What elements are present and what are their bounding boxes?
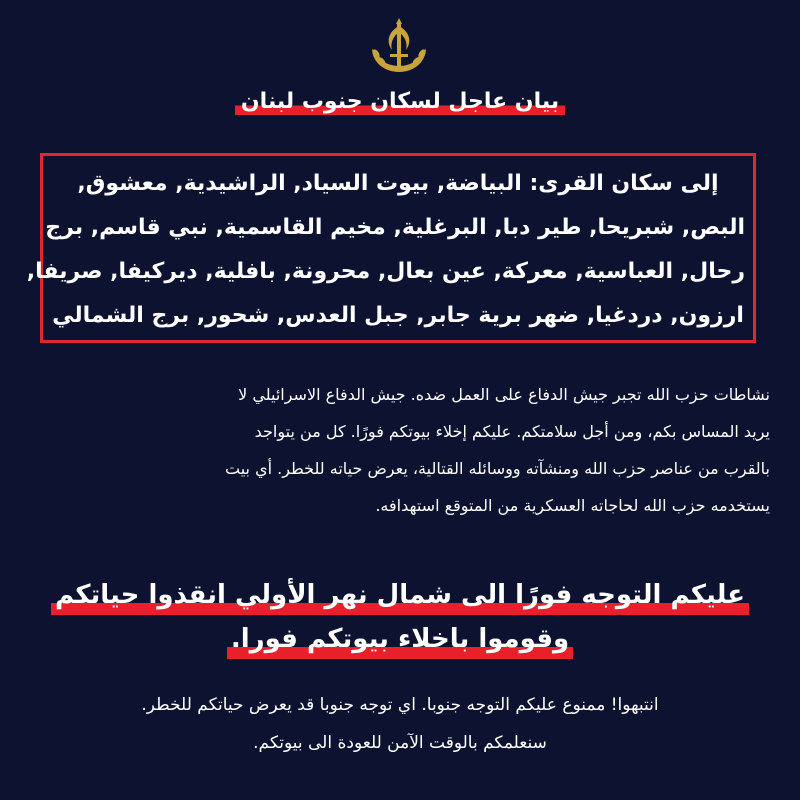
villages-line: البص, شبريحا, طير دبا, البرغلية, مخيم القاسمية, نبي قاسم, برج	[45, 215, 745, 240]
page-title: بيان عاجل لسكان جنوب لبنان	[235, 88, 565, 116]
body-line: بالقرب من عناصر حزب الله ومنشآته ووسائله القتالية، يعرض حياته للخطر. أي بيت	[224, 459, 770, 478]
villages-line: إلى سكان القرى: البياضة, بيوت السياد, الراشيدية, معشوق,	[77, 171, 719, 196]
body-line: يستخدمه حزب الله لحاجاته العسكرية من المتوقع استهدافه.	[375, 496, 770, 515]
warning-line: سنعلمكم بالوقت الآمن للعودة الى بيوتكم.	[253, 733, 547, 753]
urgent-notice	[30, 575, 770, 663]
warning-line: انتبهوا! ممنوع عليكم التوجه جنوبا. اي توجه جنوبا قد يعرض حياتكم للخطر.	[141, 695, 659, 715]
urgent-line: عليكم التوجه فورًا الى شمال نهر الأولي انقذوا حياتكم	[51, 575, 749, 615]
warning-text	[30, 686, 770, 762]
villages-box	[26, 153, 756, 343]
body-line: نشاطات حزب الله تجبر جيش الدفاع على العمل ضده. جيش الدفاع الاسرائيلي لا	[238, 385, 770, 404]
villages-line: ارزون, دردغيا, ضهر برية جابر, جبل العدس, شحور, برج الشمالي	[52, 303, 744, 328]
title-container	[0, 88, 800, 116]
villages-line: رحال, العباسية, معركة, عين بعال, محرونة, بافلية, ديركيفا, صريفا,	[26, 259, 745, 284]
urgent-line: وقوموا باخلاء بيوتكم فورا.	[227, 619, 573, 659]
body-paragraph	[30, 376, 770, 524]
idf-emblem-icon	[366, 18, 432, 76]
body-line: يريد المساس بكم، ومن أجل سلامتكم. عليكم إخلاء بيوتكم فورًا. كل من يتواجد	[254, 422, 770, 441]
